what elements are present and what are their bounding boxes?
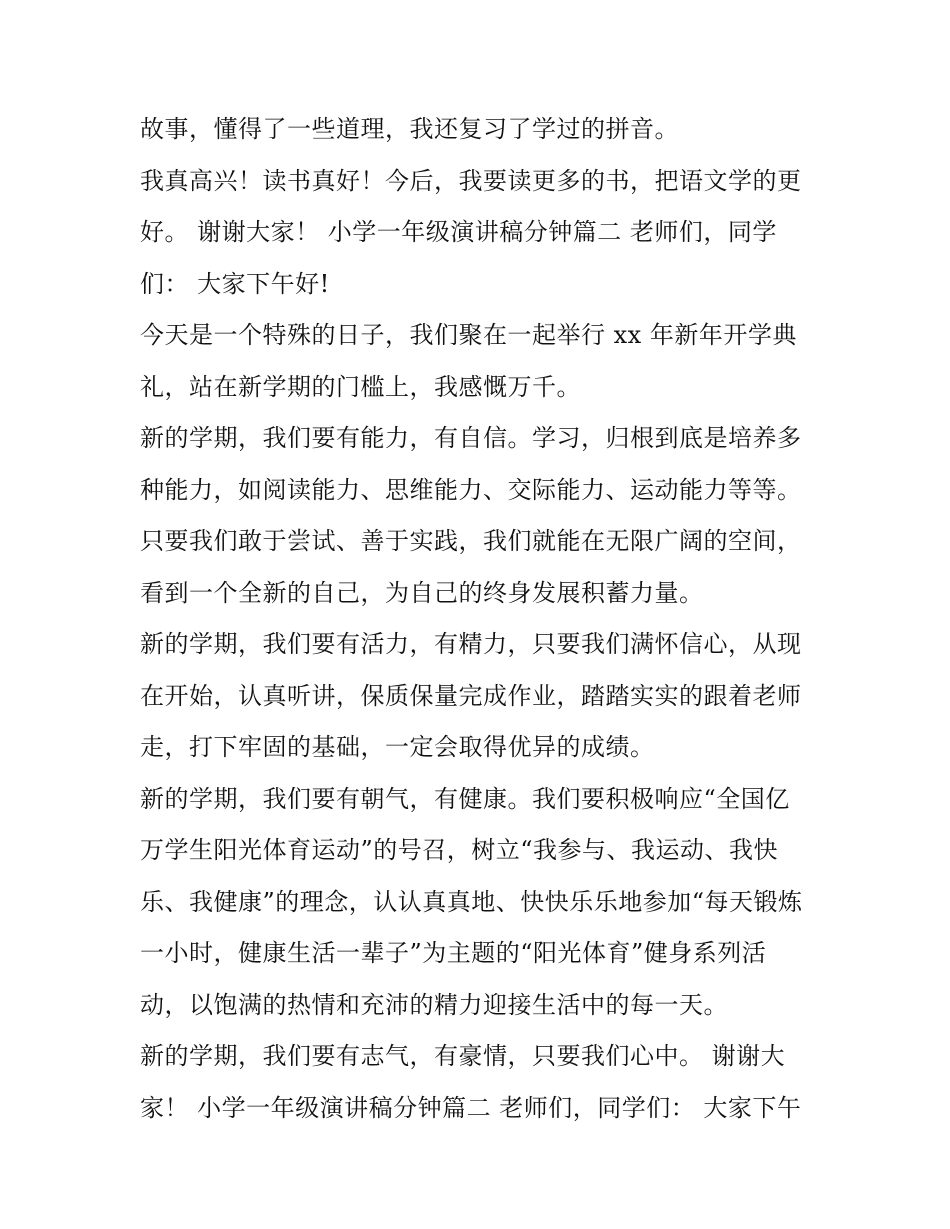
- speech-text-body: [140, 104, 820, 1134]
- text-line: 走，打下牢固的基础，一定会取得优异的成绩。: [140, 733, 655, 761]
- text-line: 乐、我健康”的理念，认认真真地、快快乐乐地参加“每天锻炼: [140, 887, 803, 916]
- text-line: 今天是一个特殊的日子，我们聚在一起举行 xx 年新年开学典: [140, 321, 797, 349]
- text-line: 新的学期，我们要有活力，有精力，只要我们满怀信心，从现: [140, 630, 802, 658]
- text-line: 一小时，健康生活一辈子”为主题的“阳光体育”健身系列活: [140, 939, 767, 967]
- text-line: 只要我们敢于尝试、善于实践，我们就能在无限广阔的空间，: [140, 527, 802, 555]
- text-line: 新的学期，我们要有能力，有自信。学习，归根到底是培养多: [140, 424, 802, 452]
- text-line: 万学生阳光体育运动”的号召，树立“我参与、我运动、我快: [140, 836, 779, 864]
- text-line: 们： 大家下午好!: [140, 269, 330, 298]
- text-line: 故事，懂得了一些道理，我还复习了学过的拼音。: [140, 115, 679, 143]
- text-line: 礼，站在新学期的门槛上，我感慨万千。: [140, 372, 581, 401]
- text-line: 家！ 小学一年级演讲稿分钟篇二 老师们，同学们： 大家下午: [140, 1093, 802, 1122]
- text-line: 新的学期，我们要有朝气，有健康。我们要积极响应“全国亿: [140, 784, 790, 813]
- text-line: 我真高兴！读书真好！今后，我要读更多的书，把语文学的更: [140, 166, 802, 195]
- text-line: 看到一个全新的自己，为自己的终身发展积蓄力量。: [140, 578, 704, 607]
- text-line: 种能力，如阅读能力、思维能力、交际能力、运动能力等等。: [140, 475, 802, 504]
- text-line: 在开始，认真听讲，保质保量完成作业，踏踏实实的跟着老师: [140, 681, 802, 710]
- text-line: 好。 谢谢大家！ 小学一年级演讲稿分钟篇二 老师们，同学: [140, 218, 777, 246]
- text-line: 新的学期，我们要有志气，有豪情，只要我们心中。 谢谢大: [140, 1042, 786, 1070]
- text-line: 动，以饱满的热情和充沛的精力迎接生活中的每一天。: [140, 990, 728, 1019]
